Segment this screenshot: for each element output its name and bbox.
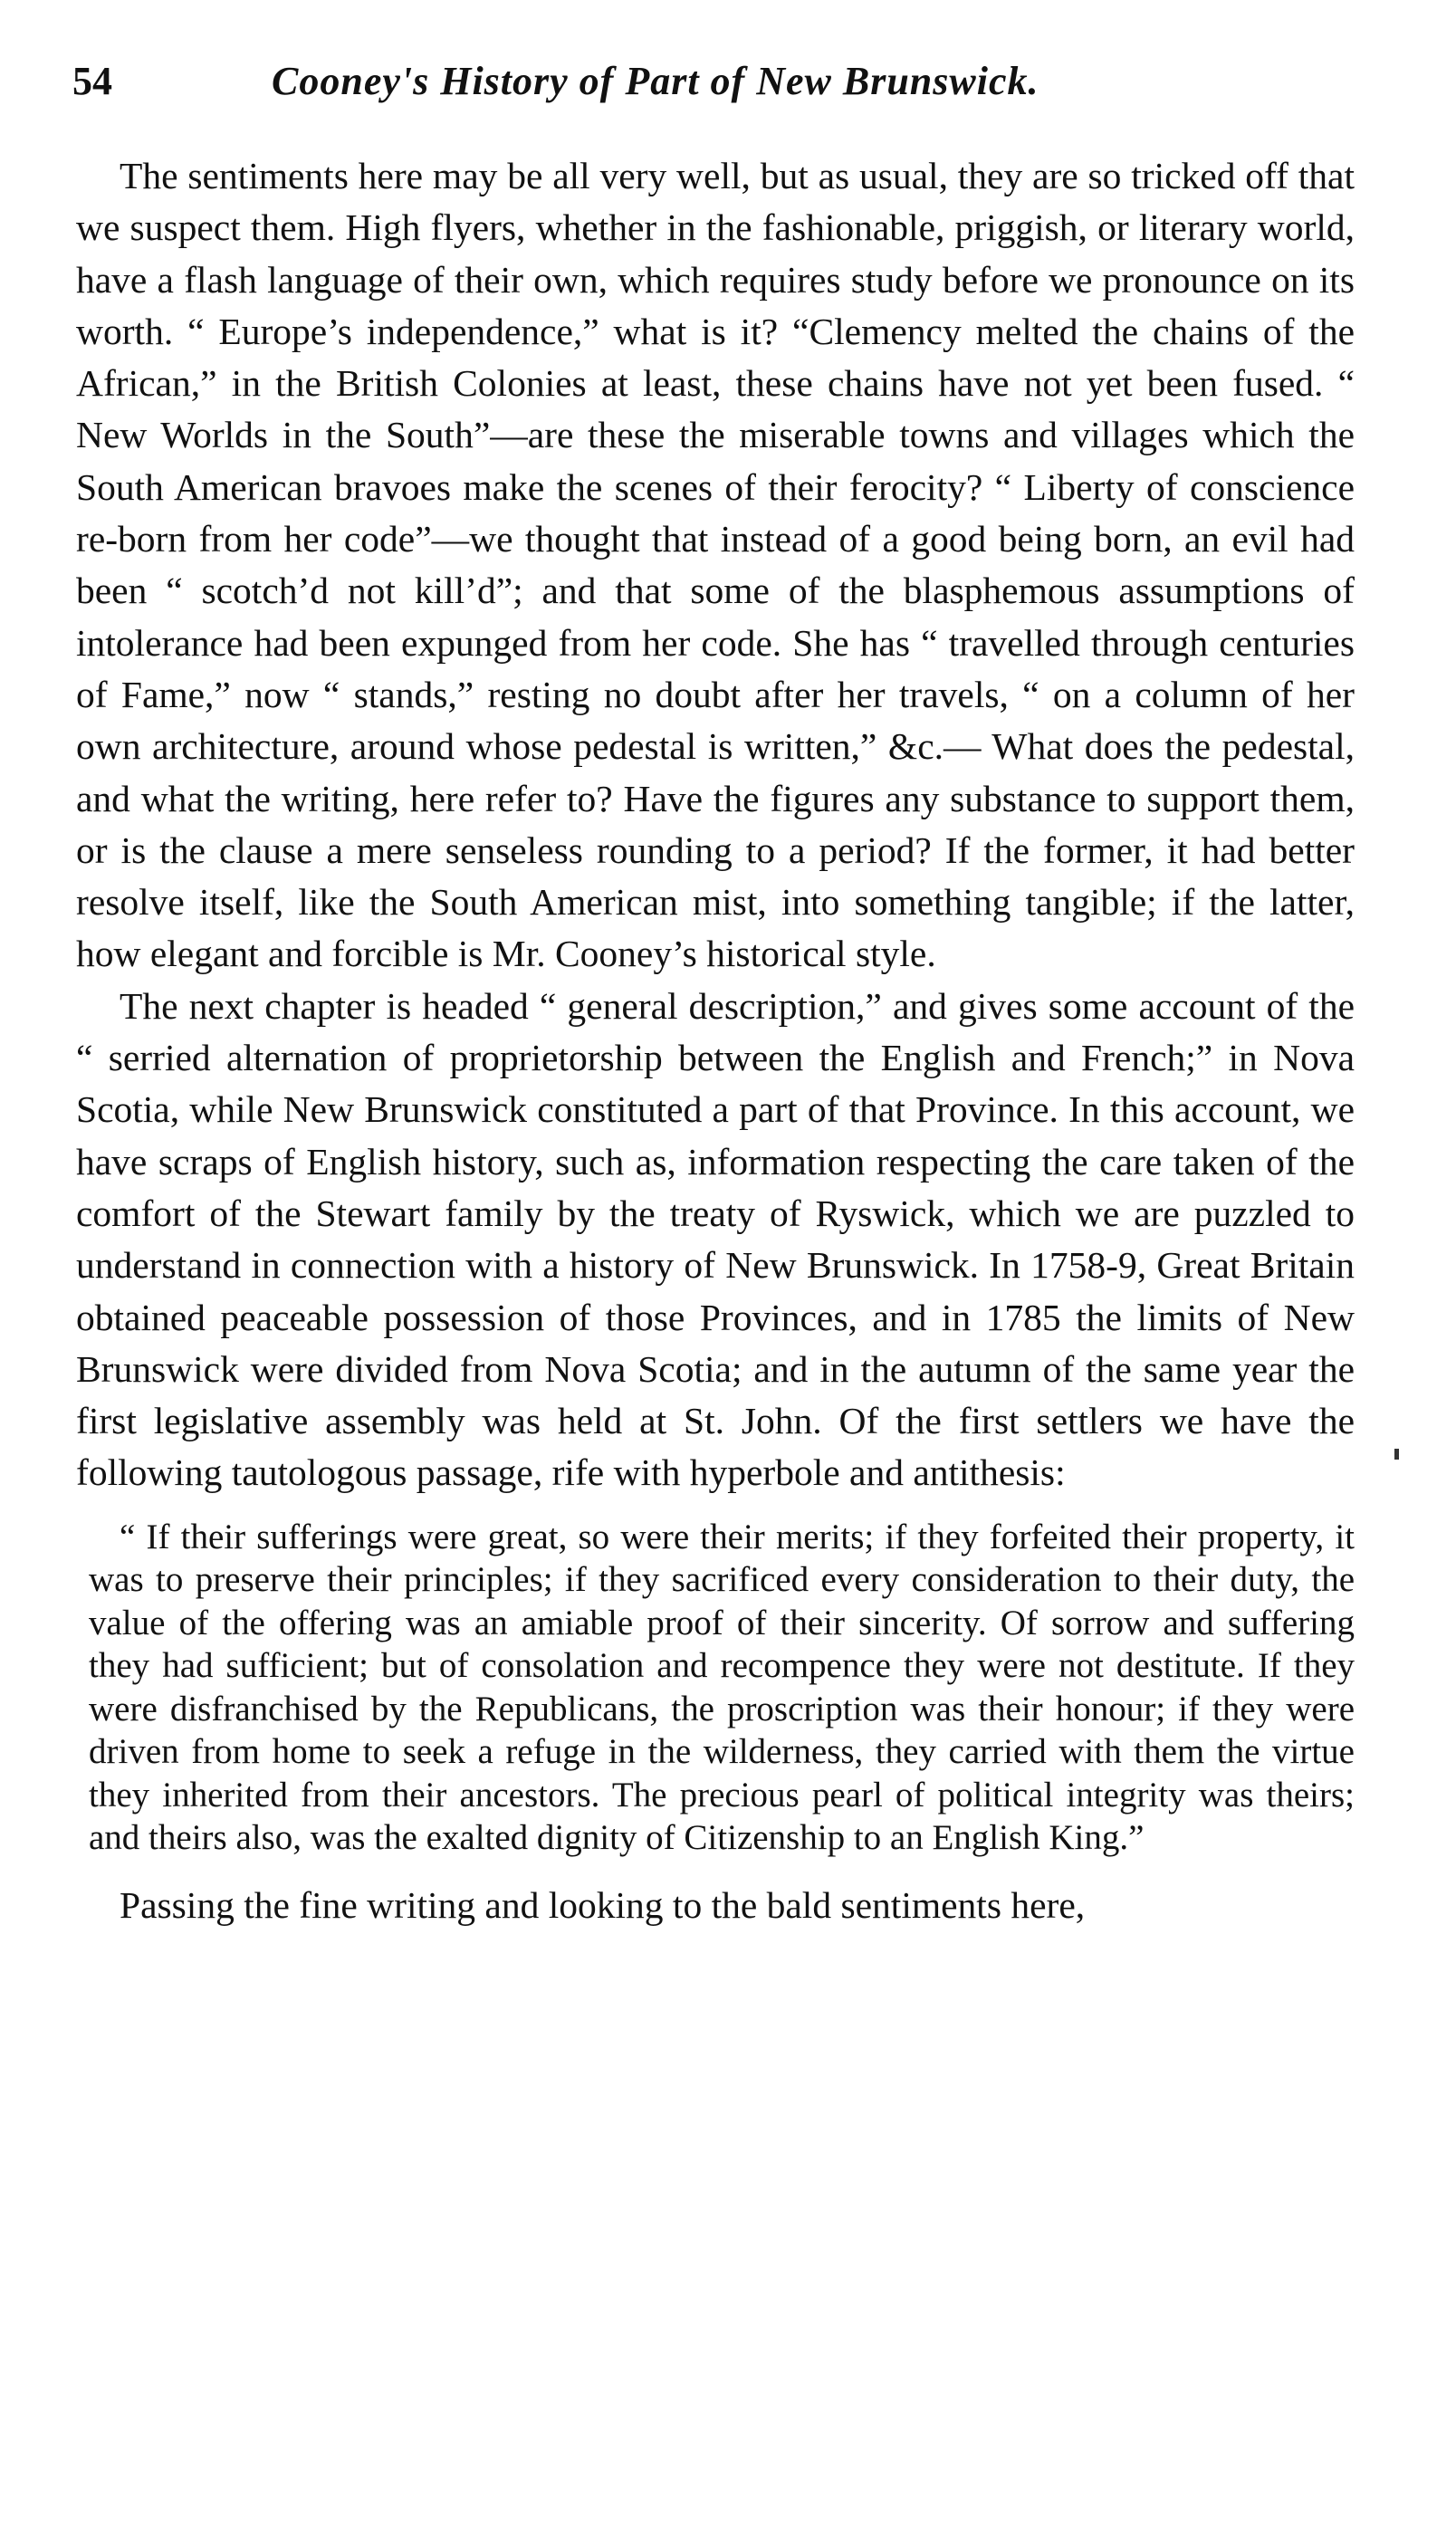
body-text xyxy=(76,150,1355,1931)
page-number: 54 xyxy=(72,59,112,103)
paragraph-closing: Passing the fine writing and looking to the bald sentiments here, xyxy=(120,1883,1086,1926)
paragraph-general-description: The next chapter is headed “ general description,” and gives some account of the “ serried alternation of proprietorship between the English and French;” in Nova Scotia, while New Brunswick constituted a part of that Province. In this account, we have scraps of English history, such as, information respecting the care taken of the comfort of the Stewart family by the treaty of Ryswick, which we are puzzled to understand in connection with a history of New Brunswick. In 1758-9, Great Britain obtained peaceable possession of those Provinces, and in 1785 the limits of New Brunswick were divided from Nova Scotia; and in the autumn of the same year the first legislative assembly was held at St. John. Of the first settlers we have the following tautologous passage, rife with hyperbole and antithesis: xyxy=(76,984,1355,1494)
running-title: Cooney's History of Part of New Brunswick. xyxy=(272,59,1039,103)
block-quote: “ If their sufferings were great, so were their merits; if they forfeited their property, it was to preserve their principles; if they sacrificed every consideration to their duty, the value of the offering was an amiable proof of their sincerity. Of sorrow and suffering they had sufficient; but of consolation and recompence they were not destitute. If they were disfranchised by the Republicans, the proscription was their honour; if they were driven from home to seek a refuge in the wilderness, they carried with them the virtue they inherited from their ancestors. The precious pearl of political integrity was theirs; and theirs also, was the exalted dignity of Citizenship to an English King.” xyxy=(89,1517,1355,1858)
paragraph-sentiments: The sentiments here may be all very well, but as usual, they are so tricked off that we suspect them. High flyers, whether in the fashionable, priggish, or literary world, have a flash language of their own, which requires study before we pronounce on its worth. “ Europe’s independence,” what is it? “Clemency melted the chains of the African,” in the British Colonies at least, these chains have not yet been fused. “ New Worlds in the South”—are these the miserable towns and villages which the South American bravoes make the scenes of their ferocity? “ Liberty of conscience re-born from her code”—we thought that instead of a good being born, an evil had been “ scotch’d not kill’d”; and that some of the blasphemous assumptions of intolerance had been expunged from her code. She has “ travelled through centuries of Fame,” now “ stands,” resting no doubt after her travels, “ on a column of her own architecture, around whose pedestal is written,” &c.— What does the pedestal, and what the writing, here refer to? Have the figures any substance to support them, or is the clause a mere senseless rounding to a period? If the former, it had better resolve itself, like the South American mist, into something tangible; if the latter, how elegant and forcible is Mr. Cooney’s historical style. xyxy=(76,155,1355,975)
page-header xyxy=(72,58,1367,112)
scan-speck xyxy=(1394,1449,1399,1460)
